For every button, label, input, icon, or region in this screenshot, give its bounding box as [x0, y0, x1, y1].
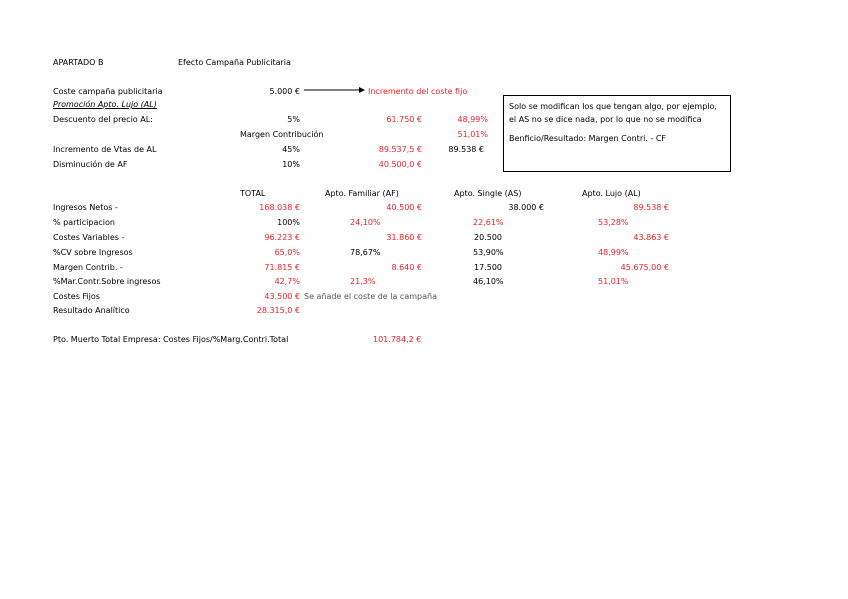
fixed-cost-note: Incremento del coste fijo	[368, 87, 468, 96]
campaign-cost-label: Coste campaña publicitaria	[53, 87, 163, 96]
header-as: Apto. Single (AS)	[454, 189, 522, 198]
cell-al: 51,01%	[598, 277, 629, 286]
note-box	[503, 95, 731, 172]
campaign-cost-value: 5.000 €	[269, 87, 300, 96]
cell-af: 24,10%	[350, 218, 381, 227]
af-decrease-value: 40.500,0 €	[378, 160, 422, 169]
cell-al: 53,28%	[598, 218, 629, 227]
row-label: Costes Fijos	[53, 292, 100, 301]
row-label: Resultado Analítico	[53, 306, 130, 315]
header-total: TOTAL	[240, 189, 266, 198]
header-af: Apto. Familiar (AF)	[325, 189, 399, 198]
row-label: Margen Contrib. -	[53, 263, 123, 272]
breakeven-value: 101.784,2 €	[373, 335, 422, 344]
header-al: Apto. Lujo (AL)	[582, 189, 641, 198]
cell-total: 100%	[277, 218, 300, 227]
sales-increase-label: Incremento de Vtas de AL	[53, 145, 157, 154]
page-title: Efecto Campaña Publicitaria	[178, 58, 291, 67]
sales-increase-rounded: 89.538 €	[448, 145, 484, 154]
row-label: %CV sobre Ingresos	[53, 248, 133, 257]
cell-total: 42,7%	[274, 277, 300, 286]
fixed-cost-remark: Se añade el coste de la campaña	[304, 292, 437, 301]
cell-af: 21,3%	[350, 277, 376, 286]
margin-label: Margen Contribución	[240, 130, 324, 139]
cell-al: 43.863 €	[633, 233, 669, 242]
breakeven-label: Pto. Muerto Total Empresa: Costes Fijos/%Marg.Contri.Total	[53, 335, 289, 344]
cell-as: 38.000 €	[508, 203, 544, 212]
cell-total: 96.223 €	[264, 233, 300, 242]
cell-al: 48,99%	[598, 248, 629, 257]
cell-af: 31.860 €	[386, 233, 422, 242]
cell-total: 65,0%	[274, 248, 300, 257]
af-decrease-label: Disminución de AF	[53, 160, 128, 169]
margin-ratio: 51,01%	[457, 130, 488, 139]
cell-total: 71.815 €	[264, 263, 300, 272]
cell-as: 20.500	[474, 233, 502, 242]
discount-pct: 5%	[287, 115, 300, 124]
discount-ratio: 48,99%	[457, 115, 488, 124]
sales-increase-value: 89.537,5 €	[378, 145, 422, 154]
discount-value: 61.750 €	[386, 115, 422, 124]
section-label: APARTADO B	[53, 58, 104, 67]
cell-as: 53,90%	[473, 248, 504, 257]
cell-al: 45.675,00 €	[620, 263, 669, 272]
cell-af: 78,67%	[350, 248, 381, 257]
note-formula: Benficio/Resultado: Margen Contri. - CF	[509, 134, 667, 143]
promo-label: Promoción Apto. Lujo (AL)	[53, 100, 157, 109]
cell-al: 89.538 €	[633, 203, 669, 212]
cell-total: 28.315,0 €	[256, 306, 300, 315]
row-label: % participacion	[53, 218, 115, 227]
sales-increase-pct: 45%	[282, 145, 300, 154]
cell-as: 22,61%	[473, 218, 504, 227]
cell-as: 46,10%	[473, 277, 504, 286]
cell-af: 8.640 €	[391, 263, 422, 272]
cell-total: 43.500 €	[264, 292, 300, 301]
cell-total: 168.038 €	[259, 203, 300, 212]
row-label: Ingresos Netos -	[53, 203, 118, 212]
cell-as: 17.500	[474, 263, 502, 272]
note-text: Solo se modifican los que tengan algo, por ejemplo, el AS no se dice nada, por lo que no se modifica	[509, 102, 717, 124]
discount-label: Descuento del precio AL:	[53, 115, 153, 124]
row-label: %Mar.Contr.Sobre ingresos	[53, 277, 161, 286]
arrow-right-icon	[304, 86, 366, 94]
row-label: Costes Variables -	[53, 233, 125, 242]
af-decrease-pct: 10%	[282, 160, 300, 169]
cell-af: 40.500 €	[386, 203, 422, 212]
